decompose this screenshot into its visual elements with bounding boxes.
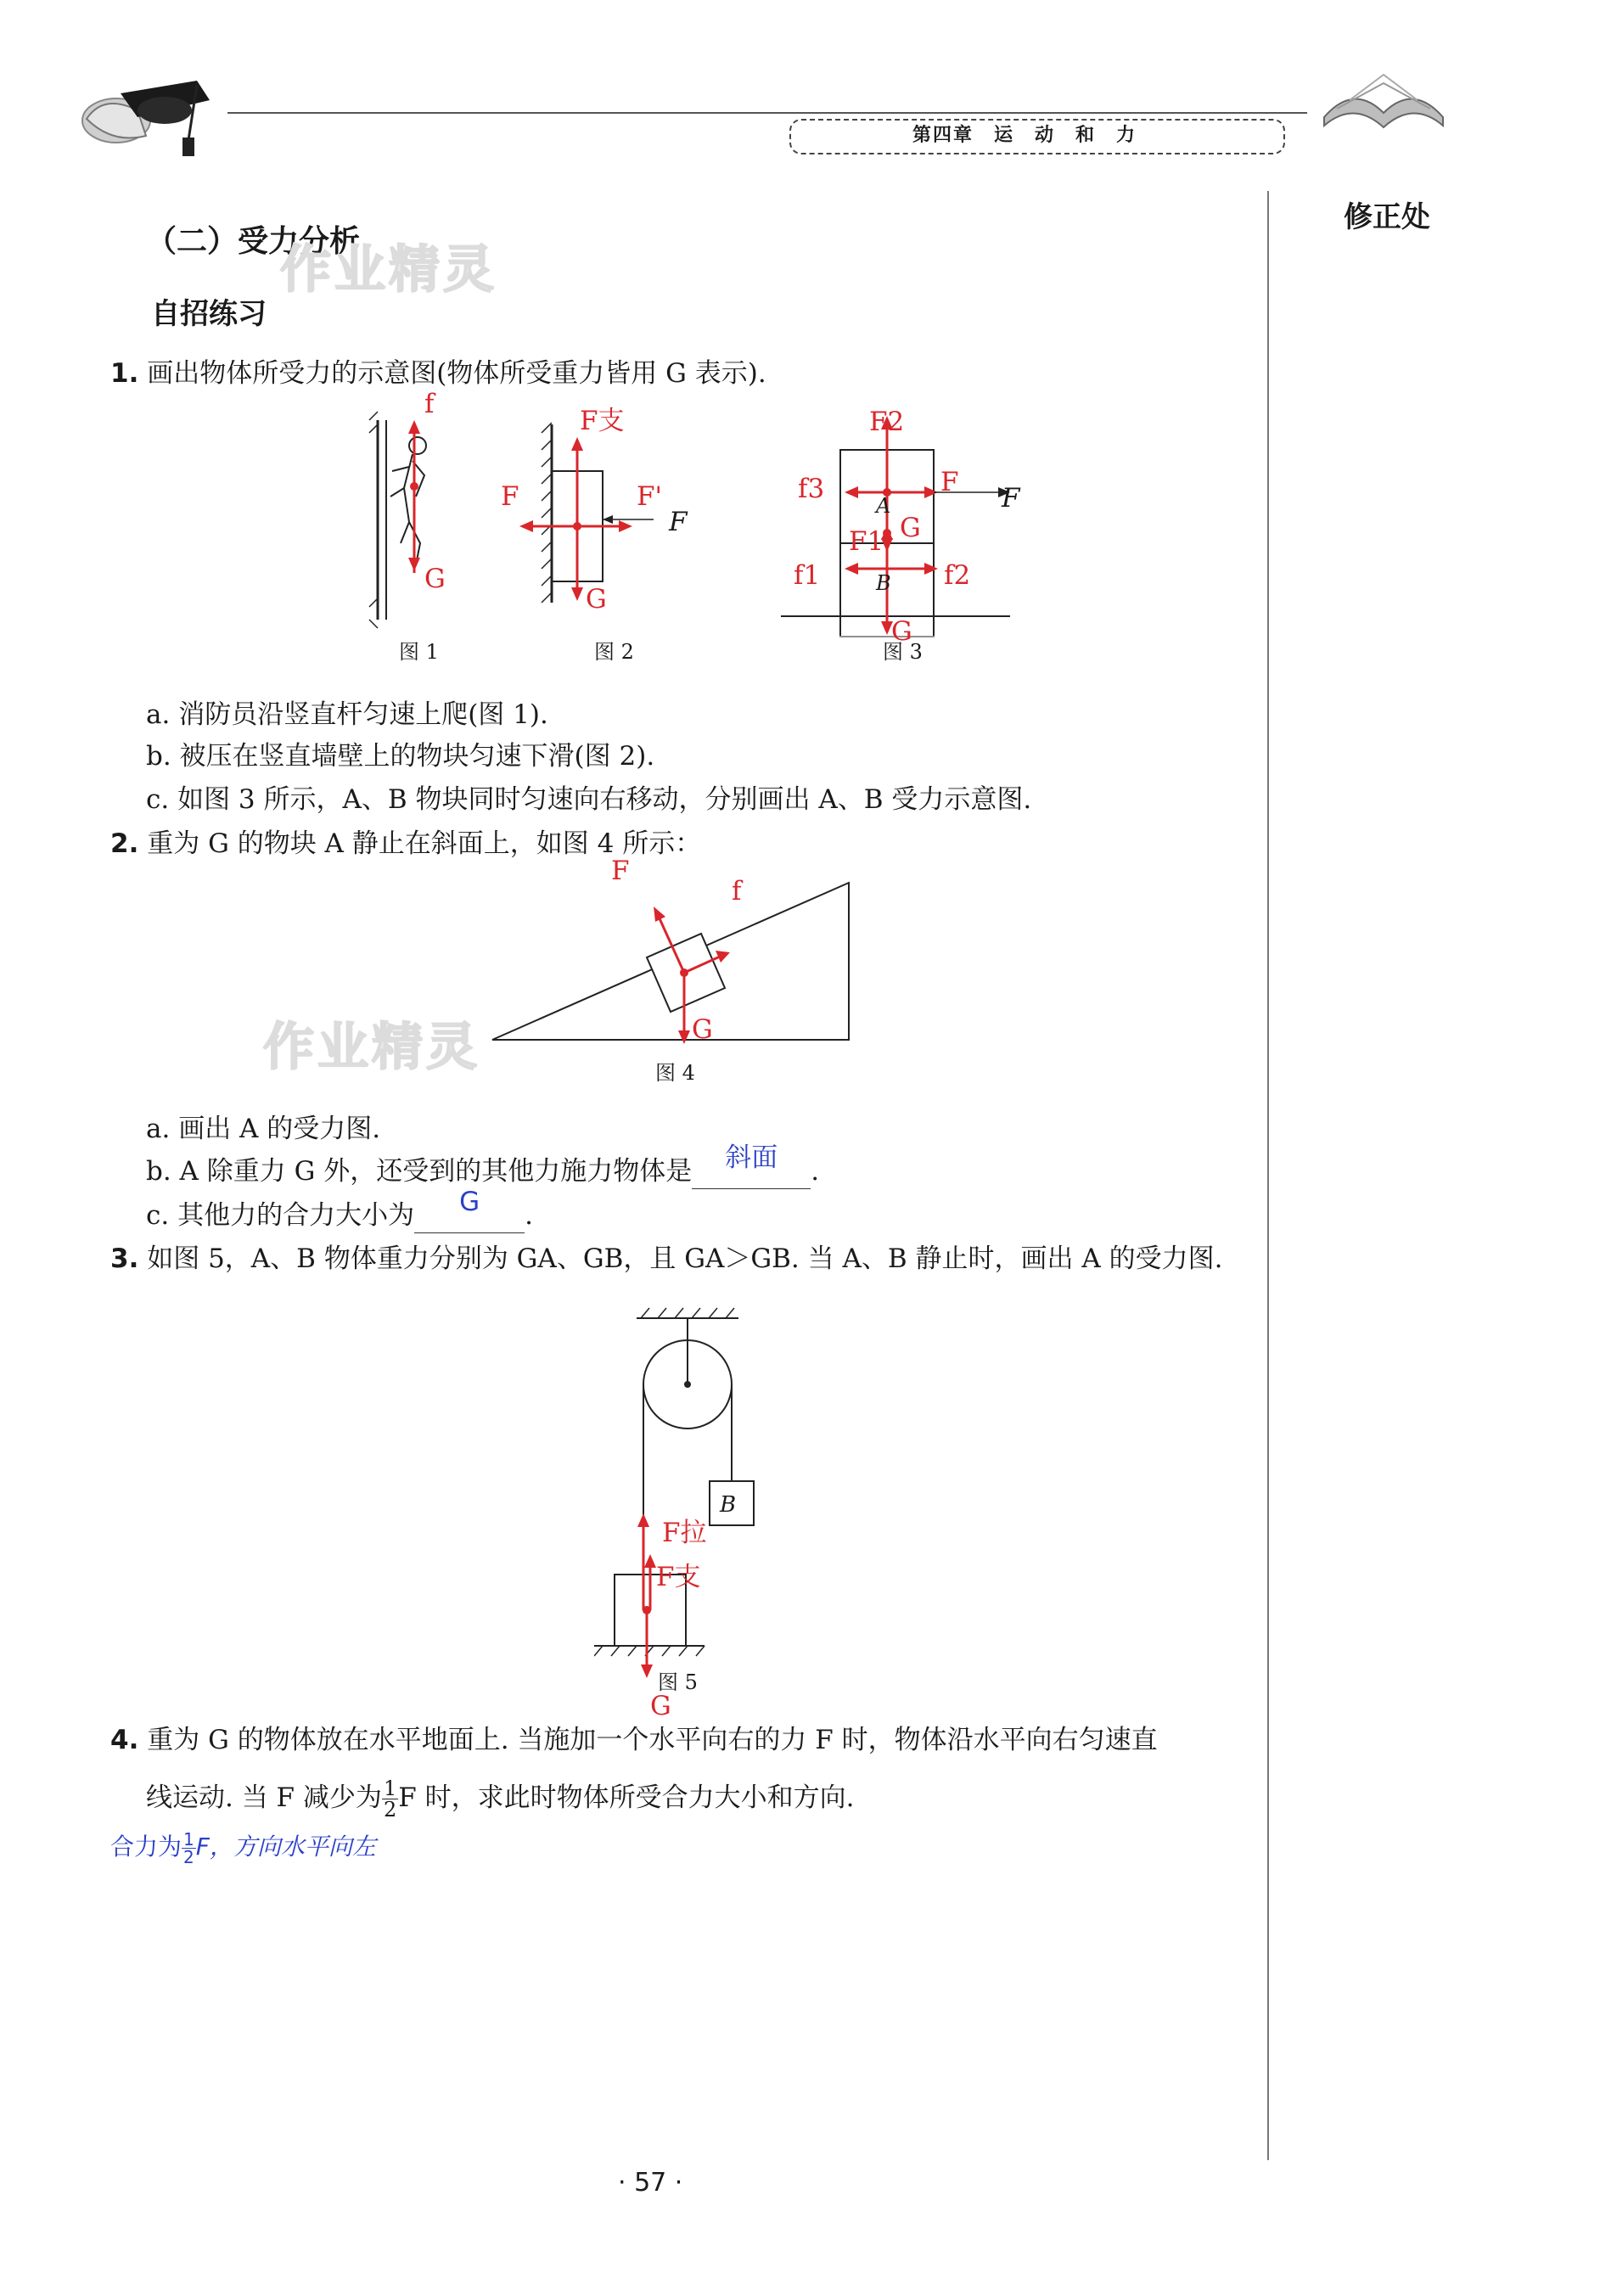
q3-number: 3. <box>110 1243 139 1274</box>
fig5-label-Fsup: F支 <box>656 1562 701 1592</box>
q3-text: 如图 5，A、B 物体重力分别为 GA、GB，且 GA＞GB. 当 A、B 静止时，画出 A 的受力图. <box>147 1243 1223 1274</box>
q1-item-a: a. 消防员沿竖直杆匀速上爬(图 1). <box>146 699 548 730</box>
q4-line2-prefix: 线运动. 当 F 减少为 <box>146 1782 382 1813</box>
fig2-label-Fsup: F支 <box>580 406 625 436</box>
fig5-label-B: B <box>720 1492 737 1518</box>
fig2-label-F: F <box>501 481 519 512</box>
fig3-label-B: B <box>876 571 891 595</box>
fig2-caption: 图 2 <box>594 640 634 664</box>
fig3-label-F2: F2 <box>869 407 905 437</box>
q2-item-b-text: b. A 除重力 G 外，还受到的其他力施力物体是 <box>146 1156 693 1187</box>
figure-4 <box>484 849 857 1061</box>
q3-question <box>110 1242 1222 1276</box>
q4-line2 <box>146 1778 854 1820</box>
header-chapter-title: 第四章 运 动 和 力 <box>912 125 1137 146</box>
watermark-2: 作业精灵 <box>263 1018 480 1077</box>
q2-number: 2. <box>110 828 139 859</box>
fig1-label-G: G <box>424 564 446 594</box>
q4-answer-frac-num: 1 <box>183 1828 194 1850</box>
fig3-label-G2: G <box>891 616 912 647</box>
q2-item-b <box>146 1142 820 1189</box>
fig4-label-f: f <box>732 876 742 907</box>
header-book-icon <box>1320 66 1447 134</box>
fig5-caption: 图 5 <box>658 1670 698 1694</box>
q2-item-a: a. 画出 A 的受力图. <box>146 1114 381 1144</box>
page-number: · 57 · <box>618 2168 683 2198</box>
q2-item-c-text: c. 其他力的合力大小为 <box>146 1200 415 1231</box>
fig4-caption: 图 4 <box>655 1061 695 1085</box>
fig3-label-F: F <box>940 467 959 497</box>
q2-answer-b: 斜面 <box>725 1142 778 1173</box>
q2-answer-c-blank[interactable] <box>414 1187 525 1233</box>
q2-item-b-period: . <box>811 1156 820 1187</box>
q4-answer-fraction <box>182 1828 196 1867</box>
margin-title: 修正处 <box>1344 200 1430 234</box>
q2-answer-b-blank[interactable] <box>692 1142 811 1189</box>
q1-number: 1. <box>110 358 139 389</box>
q1-item-b: b. 被压在竖直墙壁上的物块匀速下滑(图 2). <box>146 741 655 772</box>
q4-answer-prefix: 合力为 <box>110 1833 182 1861</box>
fig2-label-G: G <box>586 584 607 615</box>
q4-line2-suffix: F 时，求此时物体所受合力大小和方向. <box>398 1782 855 1813</box>
q2-item-c <box>146 1187 533 1233</box>
fig3-label-f3: f3 <box>798 474 825 504</box>
section-title: （二）受力分析 <box>146 224 361 259</box>
q4-fraction <box>382 1778 398 1820</box>
fig3-caption: 图 3 <box>883 640 923 664</box>
q4-answer-frac-den: 2 <box>183 1846 194 1867</box>
figure-5 <box>594 1294 781 1685</box>
fig3-label-f1: f1 <box>794 560 821 591</box>
q4-question <box>110 1723 1158 1757</box>
q4-line1: 重为 G 的物体放在水平地面上. 当施加一个水平向右的力 F 时，物体沿水平向右匀速直 <box>147 1725 1158 1755</box>
q4-frac-den: 2 <box>383 1798 397 1822</box>
fig2-label-Fp: F' <box>637 481 663 512</box>
watermark: 作业精灵 <box>280 240 497 300</box>
fig3-label-G: G <box>900 513 921 543</box>
fig2-label-F-italic: F <box>669 507 688 537</box>
q2-answer-c: G <box>459 1187 480 1217</box>
q4-answer-suffix: F，方向水平向左 <box>195 1833 376 1861</box>
q1-question <box>110 356 766 390</box>
q4-answer <box>110 1830 376 1866</box>
fig3-label-F-italic: F <box>1002 483 1020 514</box>
fig4-label-F: F <box>611 856 630 886</box>
q1-item-c: c. 如图 3 所示，A、B 物块同时匀速向右移动，分别画出 A、B 受力示意图. <box>146 784 1032 815</box>
fig3-label-F1: F1 <box>849 526 884 557</box>
fig5-label-G: G <box>650 1691 671 1721</box>
q2-item-c-period: . <box>525 1200 533 1231</box>
q1-text: 画出物体所受力的示意图(物体所受重力皆用 G 表示). <box>147 358 766 389</box>
fig1-label-f: f <box>424 389 435 419</box>
q2-text: 重为 G 的物块 A 静止在斜面上，如图 4 所示： <box>147 828 702 859</box>
margin-divider <box>1267 191 1269 2160</box>
section-subtitle: 自招练习 <box>151 297 267 331</box>
header-rule <box>227 112 1307 114</box>
fig4-label-G: G <box>692 1014 713 1045</box>
q4-frac-num: 1 <box>383 1777 397 1800</box>
fig1-caption: 图 1 <box>399 640 439 664</box>
fig3-label-f2: f2 <box>944 560 971 591</box>
fig3-label-A: A <box>876 494 891 518</box>
q4-number: 4. <box>110 1725 139 1755</box>
fig5-label-Fpull: F拉 <box>662 1518 707 1548</box>
figure-1 <box>356 395 492 675</box>
header-cap-icon <box>70 59 214 161</box>
